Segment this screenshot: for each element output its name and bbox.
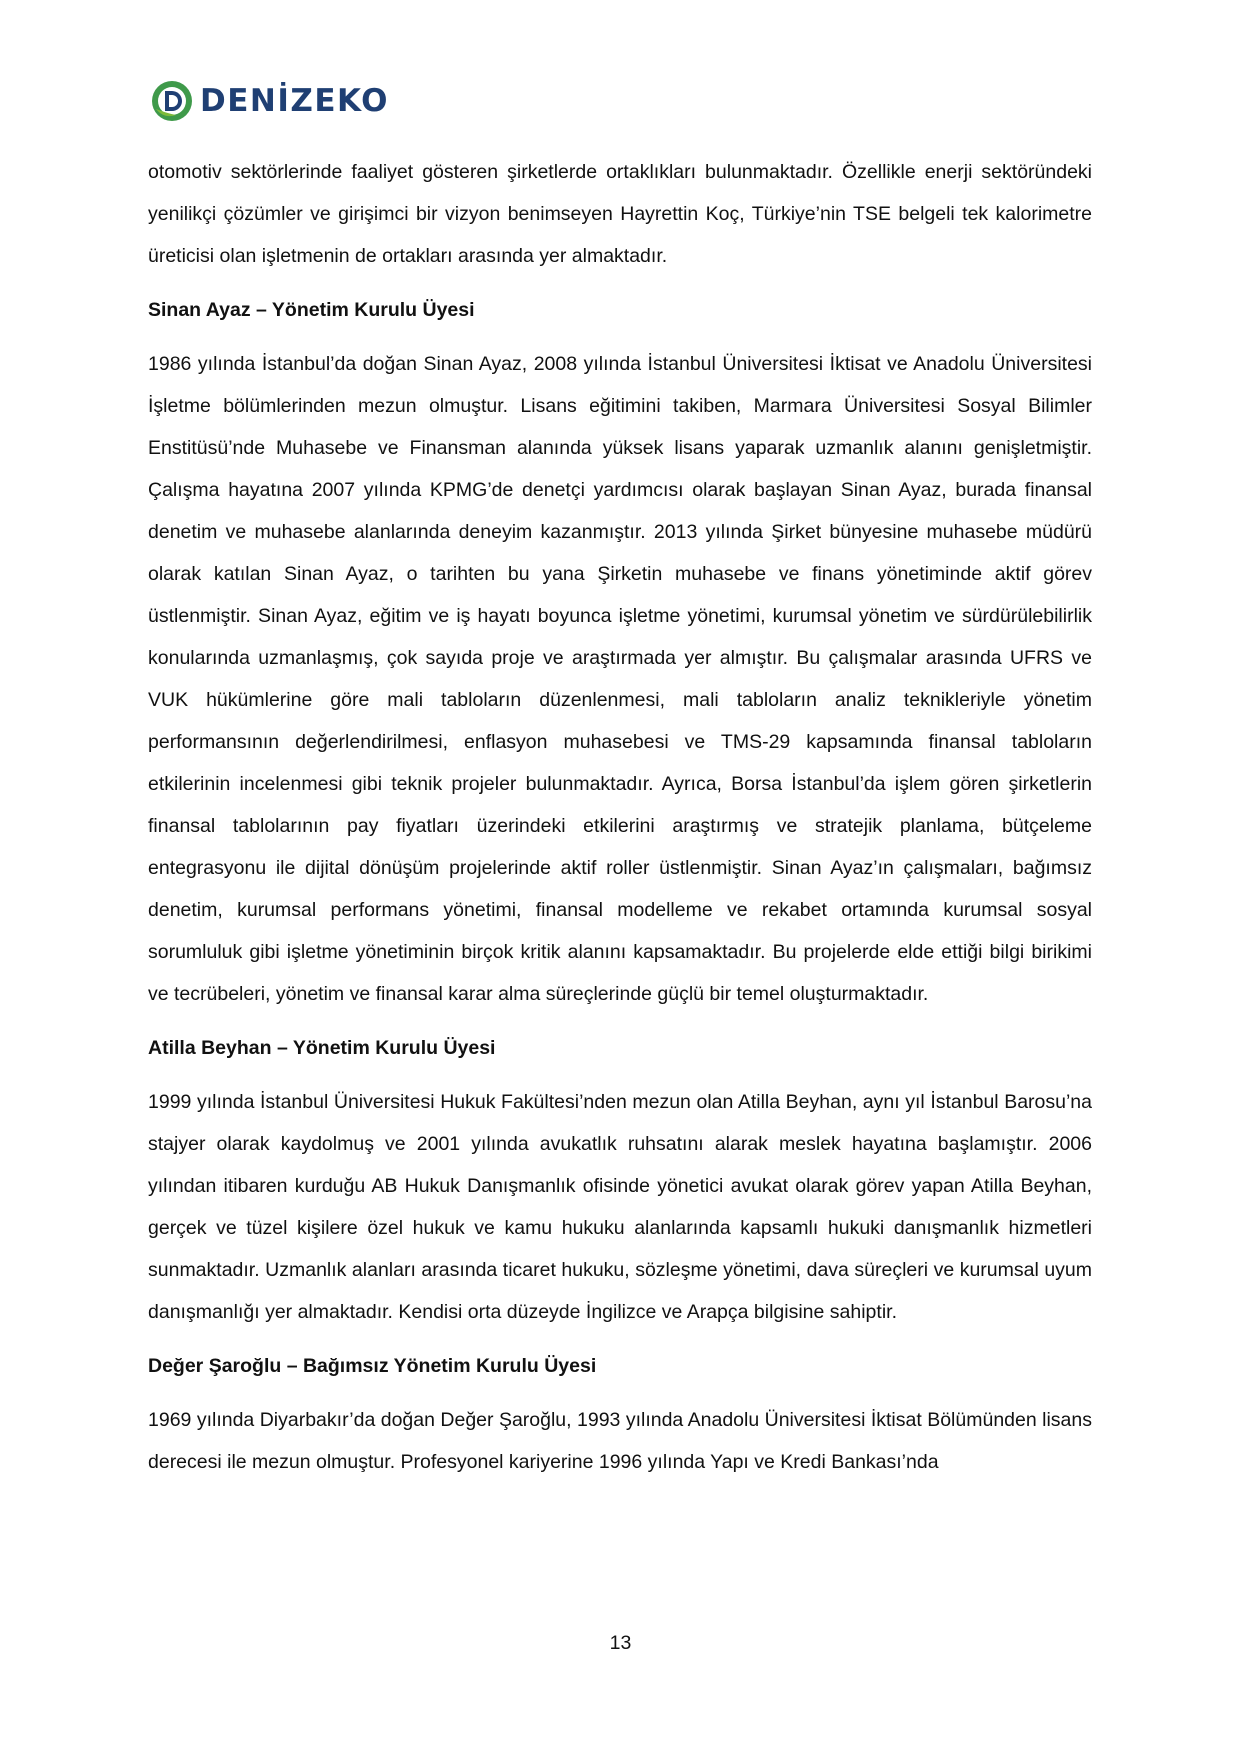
- logo-wordmark: DENİZEKO: [200, 83, 390, 119]
- company-logo: [150, 78, 389, 124]
- section-paragraph-atilla-beyhan: 1999 yılında İstanbul Üniversitesi Hukuk Fakültesi’nden mezun olan Atilla Beyhan, aynı yıl İstanbul Barosu’na stajyer olarak kaydolmuş ve 2001 yılında avukatlık ruhsatını alarak meslek hayatına başlamıştır. 2006 yılından itibaren kurduğu AB Hukuk Danışmanlık ofisinde yönetici avukat olarak görev yapan Atilla Beyhan, gerçek ve tüzel kişilere özel hukuk ve kamu hukuku alanlarında kapsamlı hukuki danışmanlık hizmetleri sunmaktadır. Uzmanlık alanları arasında ticaret hukuku, sözleşme yönetimi, dava süreçleri ve kurumsal uyum danışmanlığı yer almaktadır. Kendisi orta düzeyde İngilizce ve Arapça bilgisine sahiptir.: [148, 1091, 1092, 1323]
- section-heading-deger-saroglu: Değer Şaroğlu – Bağımsız Yönetim Kurulu Üyesi: [148, 1355, 597, 1377]
- intro-paragraph: otomotiv sektörlerinde faaliyet gösteren şirketlerde ortaklıkları bulunmaktadır. Özellikle enerji sektöründeki yenilikçi çözümler ve girişimci bir vizyon benimseyen Hayrettin Koç, Türkiye’nin TSE belgeli tek kalorimetre üreticisi olan işletmenin de ortakları arasında yer almaktadır.: [148, 161, 1092, 267]
- page-number: 13: [609, 1632, 632, 1654]
- section-paragraph-deger-saroglu: 1969 yılında Diyarbakır’da doğan Değer Şaroğlu, 1993 yılında Anadolu Üniversitesi İktisat Bölümünden lisans derecesi ile mezun olmuştur. Profesyonel kariyerine 1996 yılında Yapı ve Kredi Bankası’nda: [148, 1409, 1092, 1473]
- document-body: [148, 151, 1092, 1483]
- section-heading-sinan-ayaz: Sinan Ayaz – Yönetim Kurulu Üyesi: [148, 299, 475, 321]
- section-paragraph-sinan-ayaz: 1986 yılında İstanbul’da doğan Sinan Ayaz, 2008 yılında İstanbul Üniversitesi İktisat ve Anadolu Üniversitesi İşletme bölümlerinden mezun olmuştur. Lisans eğitimini takiben, Marmara Üniversitesi Sosyal Bilimler Enstitüsü’nde Muhasebe ve Finansman alanında yüksek lisans yaparak uzmanlık alanını genişletmiştir. Çalışma hayatına 2007 yılında KPMG’de denetçi yardımcısı olarak başlayan Sinan Ayaz, burada finansal denetim ve muhasebe alanlarında deneyim kazanmıştır. 2013 yılında Şirket bünyesine muhasebe müdürü olarak katılan Sinan Ayaz, o tarihten bu yana Şirketin muhasebe ve finans yönetiminde aktif görev üstlenmiştir. Sinan Ayaz, eğitim ve iş hayatı boyunca işletme yönetimi, kurumsal yönetim ve sürdürülebilirlik konularında uzmanlaşmış, çok sayıda proje ve araştırmada yer almıştır. Bu çalışmalar arasında UFRS ve VUK hükümlerine göre mali tabloların düzenlenmesi, mali tabloların analiz teknikleriyle yönetim performansının değerlendirilmesi, enflasyon muhasebesi ve TMS-29 kapsamında finansal tabloların etkilerinin incelenmesi gibi teknik projeler bulunmaktadır. Ayrıca, Borsa İstanbul’da işlem gören şirketlerin finansal tablolarının pay fiyatları üzerindeki etkilerini araştırmış ve stratejik planlama, bütçeleme entegrasyonu ile dijital dönüşüm projelerinde aktif roller üstlenmiştir. Sinan Ayaz’ın çalışmaları, bağımsız denetim, kurumsal performans yönetimi, finansal modelleme ve rekabet ortamında kurumsal sosyal sorumluluk gibi işletme yönetiminin birçok kritik alanını kapsamaktadır. Bu projelerde elde ettiği bilgi birikimi ve tecrübeleri, yönetim ve finansal karar alma süreçlerinde güçlü bir temel oluşturmaktadır.: [148, 353, 1092, 1005]
- section-heading-atilla-beyhan: Atilla Beyhan – Yönetim Kurulu Üyesi: [148, 1037, 496, 1059]
- denizeko-logo-icon: [150, 79, 194, 123]
